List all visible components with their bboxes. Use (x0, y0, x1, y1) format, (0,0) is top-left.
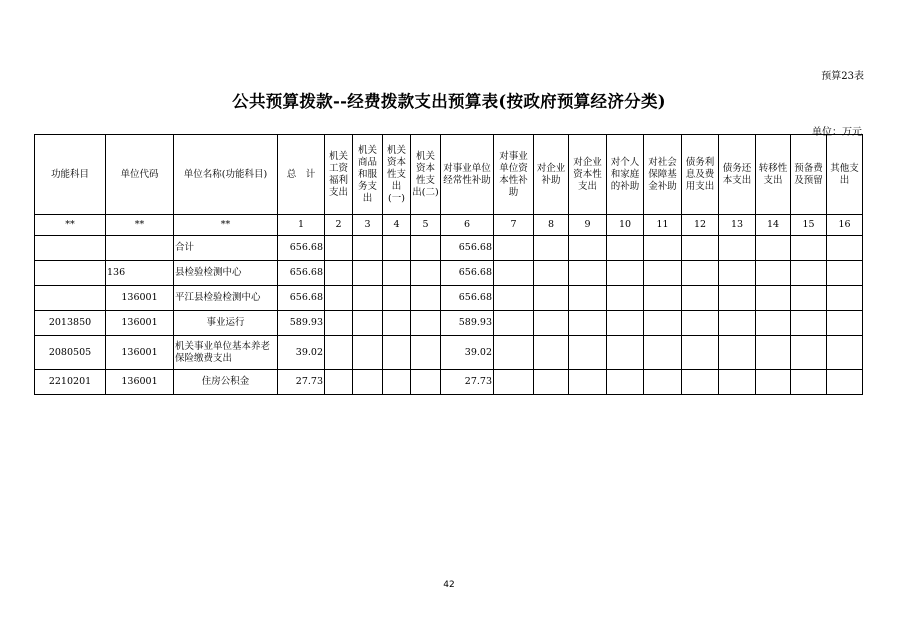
cell-empty (494, 336, 534, 370)
cell-c6: 656.68 (441, 261, 494, 286)
cell-code: 136001 (106, 311, 174, 336)
cell-empty (411, 286, 441, 311)
cell-func (35, 236, 106, 261)
header-func-subject: 功能科目 (35, 135, 106, 215)
cell-empty (682, 261, 719, 286)
cell-empty (411, 370, 441, 395)
index-cell: 6 (441, 215, 494, 236)
cell-name: 机关事业单位基本养老保险缴费支出 (174, 336, 278, 370)
table-row (35, 311, 863, 336)
cell-empty (353, 236, 383, 261)
index-cell: 8 (534, 215, 569, 236)
cell-empty (756, 286, 791, 311)
cell-empty (827, 236, 863, 261)
cell-empty (383, 261, 411, 286)
cell-empty (325, 236, 353, 261)
header-c13: 债务还本支出 (719, 135, 756, 215)
cell-empty (791, 261, 827, 286)
table-row (35, 261, 863, 286)
index-cell: 13 (719, 215, 756, 236)
cell-code: 136001 (106, 286, 174, 311)
cell-empty (682, 286, 719, 311)
cell-c6: 39.02 (441, 336, 494, 370)
cell-empty (383, 336, 411, 370)
cell-c6: 656.68 (441, 286, 494, 311)
cell-empty (719, 336, 756, 370)
cell-empty (644, 286, 682, 311)
header-c5: 机关资本性支出(二) (411, 135, 441, 215)
cell-func (35, 286, 106, 311)
cell-empty (791, 286, 827, 311)
cell-empty (353, 261, 383, 286)
cell-empty (325, 286, 353, 311)
cell-empty (325, 336, 353, 370)
cell-empty (682, 370, 719, 395)
index-cell: 3 (353, 215, 383, 236)
cell-empty (383, 286, 411, 311)
cell-empty (607, 311, 644, 336)
cell-empty (756, 370, 791, 395)
cell-empty (534, 370, 569, 395)
cell-total: 656.68 (278, 261, 325, 286)
cell-empty (534, 236, 569, 261)
cell-empty (534, 336, 569, 370)
cell-total: 589.93 (278, 311, 325, 336)
table-row (35, 370, 863, 395)
cell-empty (383, 236, 411, 261)
header-c3: 机关商品和服务支出 (353, 135, 383, 215)
cell-empty (383, 370, 411, 395)
cell-empty (644, 370, 682, 395)
header-total: 总 计 (278, 135, 325, 215)
unit-label: 单位：万元 (812, 127, 862, 138)
cell-func: 2080505 (35, 336, 106, 370)
cell-empty (411, 236, 441, 261)
cell-empty (682, 336, 719, 370)
cell-empty (325, 261, 353, 286)
cell-code (106, 236, 174, 261)
cell-code: 136001 (106, 336, 174, 370)
cell-empty (719, 286, 756, 311)
cell-empty (756, 261, 791, 286)
header-c9: 对企业资本性支出 (569, 135, 607, 215)
cell-code: 136 (106, 261, 174, 286)
index-cell: 16 (827, 215, 863, 236)
cell-c6: 589.93 (441, 311, 494, 336)
cell-func: 2210201 (35, 370, 106, 395)
index-cell: 10 (607, 215, 644, 236)
index-cell: 14 (756, 215, 791, 236)
cell-name: 合计 (174, 236, 278, 261)
cell-empty (644, 236, 682, 261)
header-c11: 对社会保障基金补助 (644, 135, 682, 215)
cell-empty (494, 261, 534, 286)
cell-name: 县检验检测中心 (174, 261, 278, 286)
header-c2: 机关工资福利支出 (325, 135, 353, 215)
cell-empty (719, 261, 756, 286)
budget-table (34, 134, 863, 395)
index-cell: 11 (644, 215, 682, 236)
cell-empty (569, 336, 607, 370)
cell-name: 住房公积金 (174, 370, 278, 395)
cell-empty (325, 311, 353, 336)
cell-empty (791, 236, 827, 261)
cell-empty (682, 311, 719, 336)
cell-empty (644, 336, 682, 370)
cell-empty (569, 286, 607, 311)
cell-empty (607, 261, 644, 286)
header-c6: 对事业单位经常性补助 (441, 135, 494, 215)
table-id: 预算23表 (821, 71, 864, 82)
table-row (35, 286, 863, 311)
index-row (35, 215, 863, 236)
header-c14: 转移性支出 (756, 135, 791, 215)
header-row (35, 135, 863, 215)
index-cell: 2 (325, 215, 353, 236)
cell-empty (791, 311, 827, 336)
cell-empty (353, 336, 383, 370)
index-cell: 9 (569, 215, 607, 236)
header-c15: 预备费及预留 (791, 135, 827, 215)
cell-empty (827, 286, 863, 311)
cell-empty (607, 370, 644, 395)
cell-empty (827, 311, 863, 336)
cell-empty (682, 236, 719, 261)
cell-empty (494, 370, 534, 395)
cell-total: 39.02 (278, 336, 325, 370)
cell-empty (353, 286, 383, 311)
index-cell: 12 (682, 215, 719, 236)
cell-empty (353, 370, 383, 395)
header-c12: 债务利息及费用支出 (682, 135, 719, 215)
cell-func (35, 261, 106, 286)
index-cell: 5 (411, 215, 441, 236)
cell-c6: 656.68 (441, 236, 494, 261)
cell-empty (411, 261, 441, 286)
cell-empty (644, 311, 682, 336)
cell-empty (494, 311, 534, 336)
cell-empty (353, 311, 383, 336)
cell-name: 事业运行 (174, 311, 278, 336)
index-cell: 4 (383, 215, 411, 236)
page-number: 42 (443, 580, 455, 590)
cell-empty (719, 311, 756, 336)
cell-empty (791, 336, 827, 370)
cell-empty (569, 370, 607, 395)
cell-empty (569, 311, 607, 336)
cell-empty (756, 311, 791, 336)
cell-empty (607, 236, 644, 261)
cell-total: 656.68 (278, 286, 325, 311)
cell-empty (494, 236, 534, 261)
cell-empty (569, 236, 607, 261)
cell-empty (534, 261, 569, 286)
cell-empty (325, 370, 353, 395)
header-unit-name: 单位名称(功能科目) (174, 135, 278, 215)
cell-empty (569, 261, 607, 286)
index-cell: ** (35, 215, 106, 236)
header-c4: 机关资本性支出(一) (383, 135, 411, 215)
cell-total: 27.73 (278, 370, 325, 395)
header-c10: 对个人和家庭的补助 (607, 135, 644, 215)
index-cell: 7 (494, 215, 534, 236)
cell-empty (756, 336, 791, 370)
header-unit-code: 单位代码 (106, 135, 174, 215)
cell-empty (411, 311, 441, 336)
header-c8: 对企业补助 (534, 135, 569, 215)
cell-name: 平江县检验检测中心 (174, 286, 278, 311)
cell-empty (411, 336, 441, 370)
cell-empty (827, 336, 863, 370)
header-c16: 其他支出 (827, 135, 863, 215)
header-c7: 对事业单位资本性补助 (494, 135, 534, 215)
cell-c6: 27.73 (441, 370, 494, 395)
cell-empty (827, 261, 863, 286)
index-cell: 1 (278, 215, 325, 236)
index-cell: ** (174, 215, 278, 236)
cell-empty (534, 286, 569, 311)
cell-func: 2013850 (35, 311, 106, 336)
table-row (35, 336, 863, 370)
page-title: 公共预算拨款--经费拨款支出预算表(按政府预算经济分类) (232, 92, 666, 111)
index-cell: 15 (791, 215, 827, 236)
cell-empty (534, 311, 569, 336)
cell-empty (383, 311, 411, 336)
cell-code: 136001 (106, 370, 174, 395)
index-cell: ** (106, 215, 174, 236)
cell-empty (607, 336, 644, 370)
cell-empty (827, 370, 863, 395)
cell-empty (644, 261, 682, 286)
table-row-total (35, 236, 863, 261)
cell-empty (756, 236, 791, 261)
cell-empty (791, 370, 827, 395)
cell-empty (719, 370, 756, 395)
cell-empty (607, 286, 644, 311)
cell-empty (719, 236, 756, 261)
cell-total: 656.68 (278, 236, 325, 261)
cell-empty (494, 286, 534, 311)
